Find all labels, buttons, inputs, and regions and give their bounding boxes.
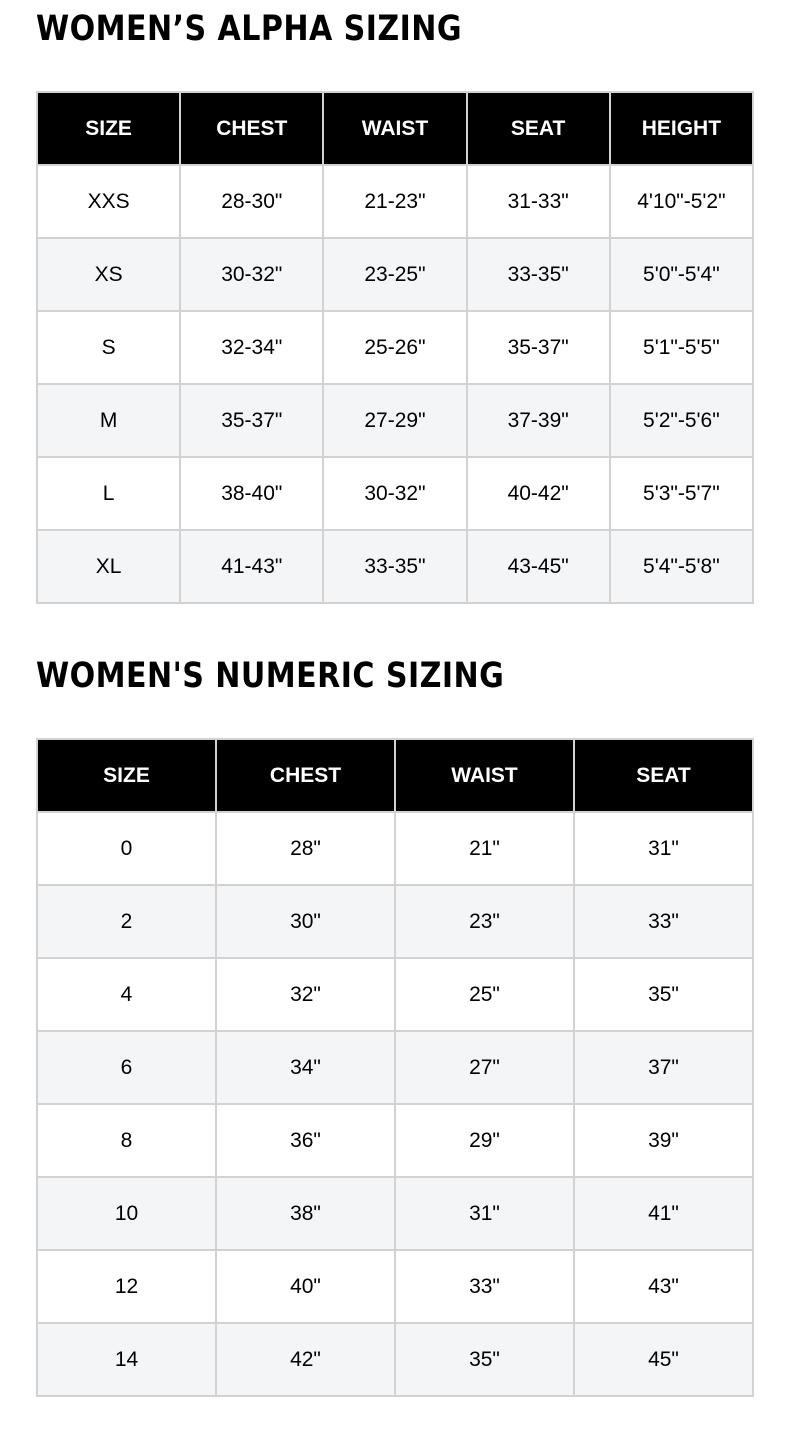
table-row xyxy=(37,311,753,384)
table-cell-size: 14 xyxy=(37,1323,216,1396)
table-row xyxy=(37,530,753,603)
table-cell-waist: 33-35" xyxy=(323,530,466,603)
table-cell-height: 5'0"-5'4" xyxy=(610,238,753,311)
table-cell-waist: 25-26" xyxy=(323,311,466,384)
table-cell-chest: 34" xyxy=(216,1031,395,1104)
table-cell-seat: 35-37" xyxy=(467,311,610,384)
alpha-sizing-title: WOMEN’S ALPHA SIZING xyxy=(36,9,462,49)
table-cell-seat: 45" xyxy=(574,1323,753,1396)
table-cell-waist: 30-32" xyxy=(323,457,466,530)
table-cell-chest: 28" xyxy=(216,812,395,885)
table-cell-size: 0 xyxy=(37,812,216,885)
table-row xyxy=(37,1250,753,1323)
table-cell-seat: 37-39" xyxy=(467,384,610,457)
table-cell-chest: 32" xyxy=(216,958,395,1031)
alpha-sizing-table xyxy=(36,91,754,604)
table-cell-chest: 32-34" xyxy=(180,311,323,384)
table-cell-size: XXS xyxy=(37,165,180,238)
table-cell-seat: 31" xyxy=(574,812,753,885)
table-cell-size: 4 xyxy=(37,958,216,1031)
table-cell-size: 10 xyxy=(37,1177,216,1250)
table-cell-waist: 21" xyxy=(395,812,574,885)
table-cell-waist: 33" xyxy=(395,1250,574,1323)
column-header-chest: CHEST xyxy=(180,92,323,165)
table-cell-seat: 33-35" xyxy=(467,238,610,311)
table-cell-seat: 37" xyxy=(574,1031,753,1104)
table-cell-size: XS xyxy=(37,238,180,311)
column-header-seat: SEAT xyxy=(574,739,753,812)
table-row xyxy=(37,1031,753,1104)
table-cell-chest: 40" xyxy=(216,1250,395,1323)
table-cell-waist: 21-23" xyxy=(323,165,466,238)
table-cell-waist: 35" xyxy=(395,1323,574,1396)
table-cell-waist: 27-29" xyxy=(323,384,466,457)
table-cell-seat: 40-42" xyxy=(467,457,610,530)
table-cell-size: 8 xyxy=(37,1104,216,1177)
column-header-chest: CHEST xyxy=(216,739,395,812)
table-cell-seat: 31-33" xyxy=(467,165,610,238)
table-cell-chest: 41-43" xyxy=(180,530,323,603)
table-cell-waist: 23" xyxy=(395,885,574,958)
table-cell-chest: 36" xyxy=(216,1104,395,1177)
numeric-sizing-title: WOMEN'S NUMERIC SIZING xyxy=(36,656,505,696)
table-header-row xyxy=(37,92,753,165)
table-cell-chest: 42" xyxy=(216,1323,395,1396)
table-cell-seat: 41" xyxy=(574,1177,753,1250)
table-cell-waist: 29" xyxy=(395,1104,574,1177)
table-row xyxy=(37,1323,753,1396)
table-cell-height: 5'3"-5'7" xyxy=(610,457,753,530)
table-cell-waist: 25" xyxy=(395,958,574,1031)
table-cell-size: M xyxy=(37,384,180,457)
table-cell-size: 12 xyxy=(37,1250,216,1323)
table-cell-height: 4'10"-5'2" xyxy=(610,165,753,238)
table-cell-chest: 38-40" xyxy=(180,457,323,530)
table-cell-height: 5'1"-5'5" xyxy=(610,311,753,384)
table-row xyxy=(37,1104,753,1177)
column-header-waist: WAIST xyxy=(395,739,574,812)
table-row xyxy=(37,885,753,958)
table-header-row xyxy=(37,739,753,812)
table-cell-size: L xyxy=(37,457,180,530)
table-row xyxy=(37,1177,753,1250)
table-cell-waist: 27" xyxy=(395,1031,574,1104)
column-header-size: SIZE xyxy=(37,739,216,812)
column-header-waist: WAIST xyxy=(323,92,466,165)
column-header-height: HEIGHT xyxy=(610,92,753,165)
numeric-sizing-table xyxy=(36,738,754,1397)
table-cell-size: S xyxy=(37,311,180,384)
table-cell-seat: 33" xyxy=(574,885,753,958)
table-cell-size: XL xyxy=(37,530,180,603)
table-cell-seat: 35" xyxy=(574,958,753,1031)
table-cell-seat: 39" xyxy=(574,1104,753,1177)
table-cell-chest: 28-30" xyxy=(180,165,323,238)
table-cell-waist: 31" xyxy=(395,1177,574,1250)
column-header-seat: SEAT xyxy=(467,92,610,165)
table-row xyxy=(37,238,753,311)
table-row xyxy=(37,958,753,1031)
table-cell-chest: 30-32" xyxy=(180,238,323,311)
table-cell-height: 5'2"-5'6" xyxy=(610,384,753,457)
table-row xyxy=(37,457,753,530)
column-header-size: SIZE xyxy=(37,92,180,165)
table-cell-size: 2 xyxy=(37,885,216,958)
table-cell-chest: 38" xyxy=(216,1177,395,1250)
table-cell-size: 6 xyxy=(37,1031,216,1104)
table-cell-height: 5'4"-5'8" xyxy=(610,530,753,603)
table-cell-seat: 43-45" xyxy=(467,530,610,603)
table-row xyxy=(37,812,753,885)
table-cell-chest: 35-37" xyxy=(180,384,323,457)
table-cell-chest: 30" xyxy=(216,885,395,958)
table-cell-waist: 23-25" xyxy=(323,238,466,311)
table-row xyxy=(37,384,753,457)
table-row xyxy=(37,165,753,238)
table-cell-seat: 43" xyxy=(574,1250,753,1323)
